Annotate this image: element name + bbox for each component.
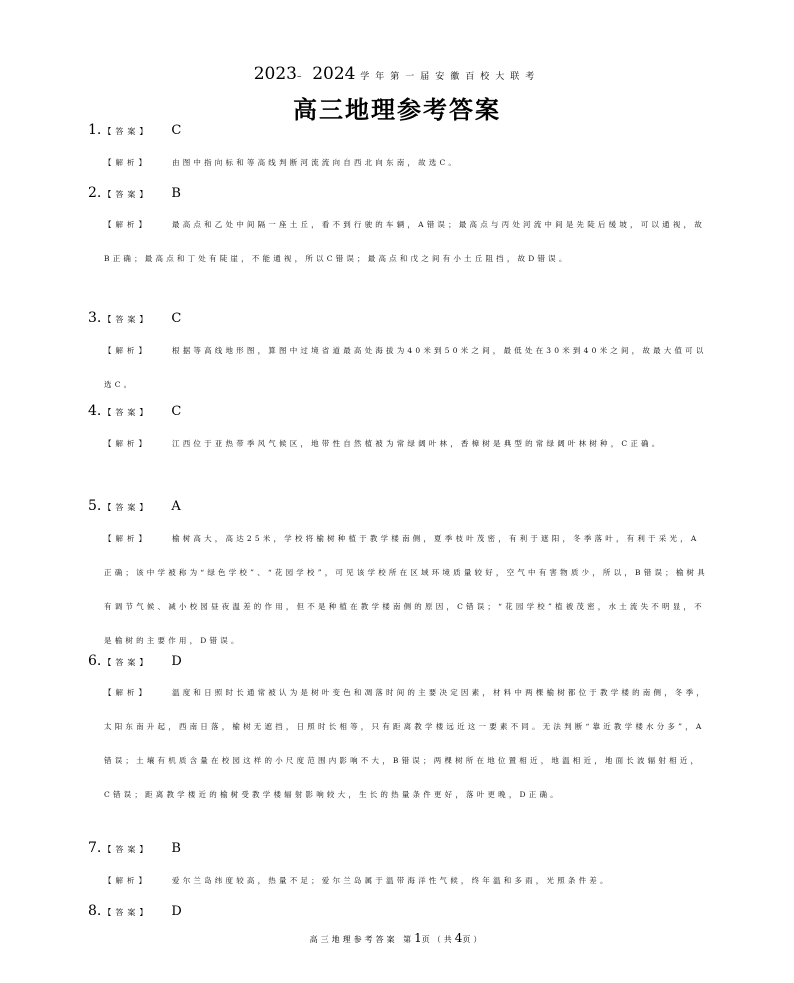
answer-tag: 【答案】 (103, 408, 152, 417)
question-8-answer (88, 903, 182, 919)
explain-text: 江西位于亚热带季风气候区，地带性自然植被为常绿阔叶林，香樟树是典型的常绿阔叶林树种，C正确。 (172, 439, 663, 448)
year-dash: – (296, 72, 308, 82)
footer-page-number: 1 (414, 931, 422, 945)
question-number: 3. (88, 310, 102, 326)
question-2-answer (88, 185, 181, 201)
answer-tag: 【答案】 (103, 503, 152, 512)
answer-tag: 【答案】 (103, 190, 152, 199)
footer-total-prefix: 页（共 (421, 935, 455, 944)
question-7-answer (88, 840, 181, 856)
explain-tag: 【解析】 (104, 876, 150, 885)
explain-tag: 【解析】 (104, 534, 150, 543)
year-end: 2024 (312, 64, 356, 84)
question-2-explain (104, 208, 708, 276)
explain-text: 由图中指向标和等高线判断河流流向自西北向东南，故选C。 (172, 158, 460, 167)
question-3-explain (104, 334, 708, 402)
question-3-answer (88, 310, 181, 326)
question-1-explain (104, 146, 708, 180)
question-6-explain (104, 676, 708, 812)
explain-text: 最高点和乙处中间隔一座土丘，看不到行驶的车辆，A错误；最高点与丙处河流中间是先陡后缓坡，可以通视，故B正确；最高点和丁处有陡崖，不能通视，所以C错误；最高点和戊之间有小土丘阻挡，故D错误。 (104, 220, 705, 263)
answer-tag: 【答案】 (103, 127, 152, 136)
question-number: 7. (88, 840, 102, 856)
explain-tag: 【解析】 (104, 439, 150, 448)
question-6-answer (88, 653, 182, 669)
page-title: 高三地理参考答案 (293, 95, 501, 124)
question-number: 8. (88, 903, 102, 919)
answer-tag: 【答案】 (103, 908, 152, 917)
answer-value: C (171, 311, 182, 326)
question-number: 5. (88, 498, 102, 514)
question-number: 6. (88, 653, 102, 669)
question-5-explain (104, 522, 708, 658)
explain-tag: 【解析】 (104, 688, 150, 697)
footer-total-suffix: 页） (462, 935, 485, 944)
explain-tag: 【解析】 (104, 220, 150, 229)
explain-tag: 【解析】 (104, 158, 150, 167)
explain-text: 温度和日照时长通常被认为是树叶变色和凋落时间的主要决定因素，材料中两棵榆树都位于教学楼的南侧，冬季，太阳东南升起，西南日落，榆树无遮挡，日照时长相等，只有距离教学楼远近这一要素不同。无法判断“靠近教学楼水分多”，A错误；土壤有机质含量在校园这样的小尺度范围内影响不大，B错误；两棵树所在地位置相近，地温相近，地面长波辐射相近，C错误；距离教学楼近的榆树受教学楼辐射影响较大，生长的热量条件更好，落叶更晚，D正确。 (104, 688, 707, 799)
answer-value: D (171, 654, 182, 669)
question-number: 1. (88, 122, 102, 138)
answer-value: B (171, 186, 181, 201)
question-7-explain (104, 864, 708, 898)
year-start: 2023 (253, 64, 297, 84)
answer-value: C (171, 404, 182, 419)
page-footer (0, 931, 794, 945)
answer-tag: 【答案】 (103, 658, 152, 667)
explain-text: 根据等高线地形图，算图中过境省道最高处海拔为40米到50米之间，最低处在30米到40米之间，故最大值可以选C。 (104, 346, 707, 389)
answer-value: C (171, 123, 182, 138)
question-4-explain (104, 427, 708, 461)
answer-tag: 【答案】 (103, 315, 152, 324)
footer-page-prefix: 第 (403, 935, 415, 944)
exam-header (0, 64, 794, 84)
explain-tag: 【解析】 (104, 346, 150, 355)
answer-value: A (171, 499, 181, 514)
question-5-answer (88, 498, 181, 514)
explain-text: 榆树高大，高达25米，学校将榆树种植于教学楼南侧，夏季枝叶茂密，有利于遮阳，冬季落叶，有利于采光，A正确；该中学被称为“绿色学校”、“花园学校”，可见该学校所在区域环境质量较好，空气中有害物质少，所以，B错误；榆树具有调节气候、减小校园昼夜温差的作用，但不是种植在教学楼南侧的原因，C错误；“花园学校”植被茂密，水土流失不明显，不是榆树的主要作用，D错误。 (104, 534, 708, 645)
question-4-answer (88, 403, 181, 419)
explain-text: 爱尔兰岛纬度较高，热量不足；爱尔兰岛属于温带海洋性气候，终年温和多雨，光照条件差。 (172, 876, 611, 885)
footer-page-total: 4 (454, 931, 463, 945)
answer-value: D (171, 904, 182, 919)
exam-subtitle: 学年第一届安徽百校大联考 (360, 72, 541, 82)
question-number: 4. (88, 403, 102, 419)
answer-value: B (171, 841, 181, 856)
question-1-answer (88, 122, 181, 138)
answer-tag: 【答案】 (103, 845, 152, 854)
question-number: 2. (88, 185, 102, 201)
footer-doc-name: 高三地理参考答案 (309, 935, 398, 944)
